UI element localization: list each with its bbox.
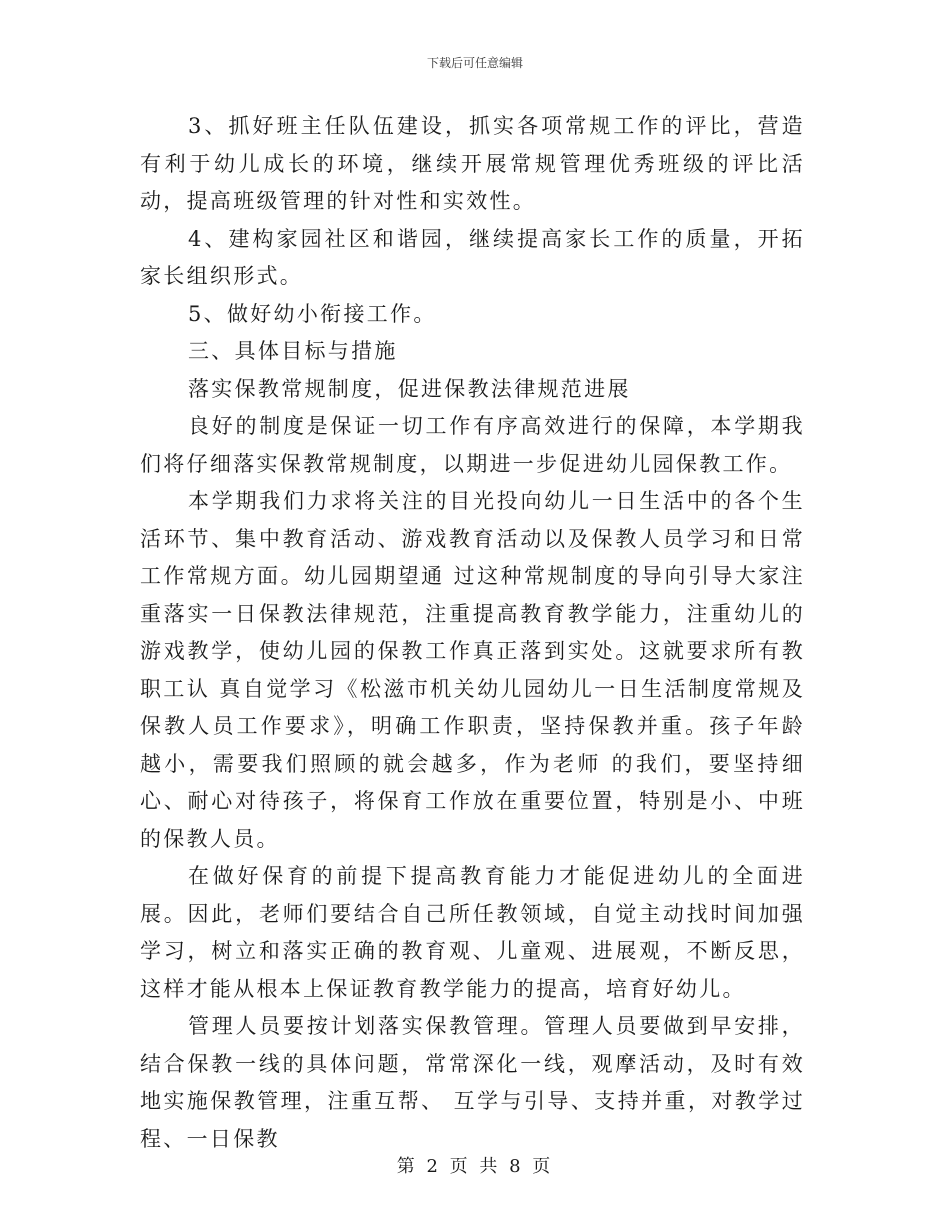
paragraph-education-ability: 在做好保育的前提下提高教育能力才能促进幼儿的全面进展。因此，老师们要结合自己所任教领域，自觉主动找时间加强学习，树立和落实正确的教育观、儿童观、进展观，不断反思，这样才能从根本上保证教育教学能力的提高，培育好幼儿。 — [140, 864, 805, 1001]
paragraph-transition: 5、做好幼小衔接工作。 — [188, 301, 437, 326]
page-footer: 第 2 页 共 8 页 — [396, 1156, 554, 1177]
paragraph-class-teacher: 3、抓好班主任队伍建设，抓实各项常规工作的评比，营造有利于幼儿成长的环境，继续开展常规管理优秀班级的评比活动，提高班级管理的针对性和实效性。 — [140, 114, 805, 213]
paragraph-management: 管理人员要按计划落实保教管理。管理人员要做到早安排，结合保教一线的具体问题，常常深化一线，观摩活动，及时有效地实施保教管理，注重互帮、 互学与引导、支持并重，对教学过程、一日保教 — [140, 1014, 805, 1151]
section-heading: 三、具体目标与措施 — [188, 339, 398, 363]
document-body — [140, 108, 805, 1158]
page-header: 下载后可任意编辑 — [426, 56, 523, 70]
subsection-heading: 落实保教常规制度，促进保教法律规范进展 — [188, 376, 631, 401]
paragraph-home-community: 4、建构家园社区和谐园，继续提高家长工作的质量，开拓家长组织形式。 — [140, 226, 805, 288]
paragraph-daily-life: 本学期我们力求将关注的目光投向幼儿一日生活中的各个生活环节、集中教育活动、游戏教育活动以及保教人员学习和日常工作常规方面。幼儿园期望通 过这种常规制度的导向引导大家注重落实一日保教法律规范，注重提高教育教学能力，注重幼儿的游戏教学，使幼儿园的保教工作真正落到实处。这就要求所有教职工认 真自觉学习《松滋市机关幼儿园幼儿一日生活制度常规及保教人员工作要求》，明确工作职责，坚持保教并重。孩子年龄越小，需要我们照顾的就会越多，作为老师 的我们，要坚持细心、耐心对待孩子，将保育工作放在重要位置，特别是小、中班的保教人员。 — [140, 489, 805, 851]
paragraph-system: 良好的制度是保证一切工作有序高效进行的保障，本学期我们将仔细落实保教常规制度，以期进一步促进幼儿园保教工作。 — [140, 414, 805, 476]
